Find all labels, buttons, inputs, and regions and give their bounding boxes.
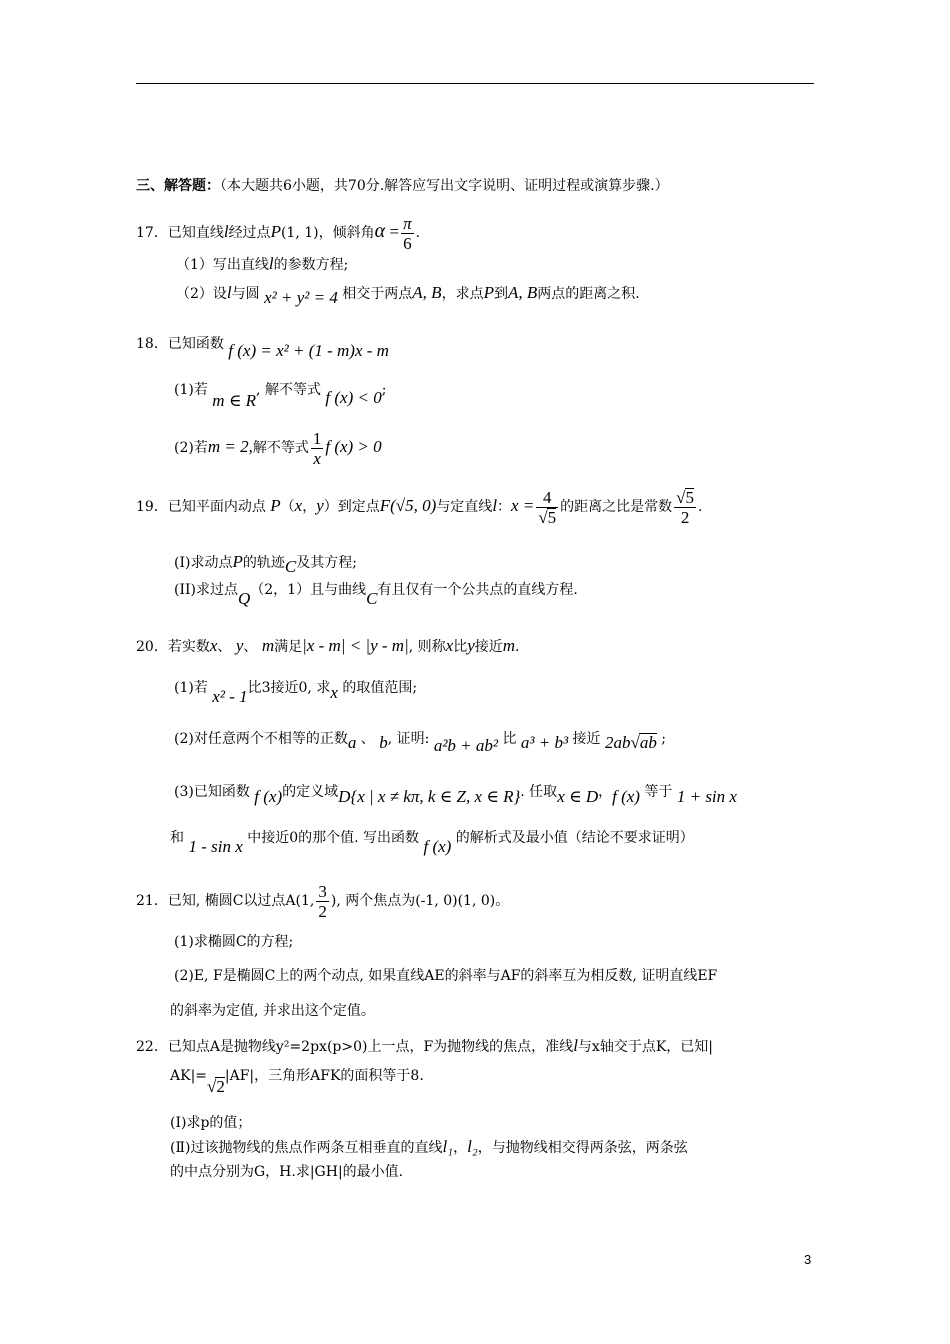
problem-19-sub1: (I)求动点P的轨迹C及其方程; — [174, 552, 357, 576]
circle-equation: x² + y² = 4 — [264, 288, 338, 307]
problem-22-stem-cont: AK|=√2|AF|，三角形AFK的面积等于8. — [170, 1068, 424, 1096]
pi-over-six: $\frac{\pi}{6}$ — [403, 213, 412, 253]
problem-19-stem: 19．已知平面内动点 P（x，y）到定点F(√5, 0)与定直线l：x = $\frac{4}{√5}$ 的距离之比是常数 $\frac{√5}{2}$ . — [136, 487, 703, 527]
problem-17-sub1: （1）写出直线l的参数方程; — [176, 254, 349, 273]
function-f: f (x) = x² + (1 - m)x - m — [228, 341, 389, 360]
section-header — [136, 177, 669, 195]
problem-20-sub2: (2)对任意两个不相等的正数a 、 b, 证明: a²b + ab² 比 a³ + b³ 接近 2ab√ab ; — [174, 731, 666, 755]
root5-over-two: $\frac{√5}{2}$ — [676, 487, 695, 527]
problem-21-sub2-cont: 的斜率为定值, 并求出这个定值。 — [170, 1003, 375, 1019]
problem-22-stem: 22．已知点A是抛物线y²=2px(p>0)上一点，F为抛物线的焦点，准线l与x轴交于点K，已知| — [136, 1036, 713, 1055]
three-halves: $\frac{3}{2}$ — [318, 881, 327, 921]
problem-21-sub1: (1)求椭圆C的方程; — [174, 934, 294, 950]
section-note: （本大题共6小题，共70分.解答应写出文字说明、证明过程或演算步骤.） — [220, 178, 669, 194]
problem-21-stem: 21．已知, 椭圆C以过点A(1, $\frac{3}{2}$ ), 两个焦点为(-1, 0)(1, 0)。 — [136, 881, 510, 921]
problem-17-stem: 17．已知直线l经过点P(1, 1)，倾斜角α = $\frac{\pi}{6}$ . — [136, 213, 421, 253]
problem-22-sub2: (Ⅱ)过该抛物线的焦点作两条互相垂直的直线l₁，l₂，与抛物线相交得两条弦，两条弦 — [170, 1137, 688, 1156]
problem-21-sub2: (2)E, F是椭圆C上的两个动点, 如果直线AE的斜率与AF的斜率互为相反数, 证明直线EF — [174, 968, 718, 984]
fixed-point-F: F(√5, 0) — [379, 496, 437, 515]
closeness-condition: |x - m| < |y - m| — [302, 636, 409, 655]
problem-20-sub3-cont: 和 1 - sin x 中接近0的那个值. 写出函数 f (x) 的解析式及最小值（结论不要求证明） — [170, 830, 694, 856]
domain-D: D{x | x ≠ kπ, k ∈ Z, x ∈ R} — [338, 787, 521, 806]
problem-19-sub2: (II)求过点Q（2，1）且与曲线C有且仅有一个公共点的直线方程. — [174, 582, 578, 608]
one-over-x: $\frac{1}{x}$ — [312, 428, 322, 468]
problem-18-stem: 18．已知函数 f (x) = x² + (1 - m)x - m — [136, 336, 389, 360]
problem-22-sub2-cont: 的中点分别为G，H.求|GH|的最小值. — [170, 1164, 404, 1180]
problem-20-sub3: (3)已知函数 f (x)的定义域D{x | x ≠ kπ, k ∈ Z, x ∈ R}. 任取x ∈ D，f (x) 等于 1 + sin x — [174, 784, 737, 806]
problem-20-sub1: (1)若 x² - 1比3接近0, 求x 的取值范围; — [174, 680, 418, 706]
section-title: 三、解答题： — [136, 178, 220, 194]
problem-17-sub2: （2）设l与圆 x² + y² = 4 相交于两点A, B，求点P到A, B两点的距离之积. — [176, 283, 640, 307]
header-rule — [136, 83, 814, 84]
page-number: 3 — [804, 1252, 812, 1267]
problem-18-sub2: (2)若m = 2,解不等式 $\frac{1}{x}$ f (x) > 0 — [174, 428, 382, 468]
problem-22-sub1: (Ⅰ)求p的值； — [170, 1115, 252, 1131]
four-over-root5: $\frac{4}{√5}$ — [538, 487, 557, 527]
problem-18-sub1: (1)若 m ∈ R, 解不等式 f (x) < 0; — [174, 382, 387, 410]
problem-20-stem: 20．若实数x、 y、 m满足|x - m| < |y - m|, 则称x比y接近m. — [136, 636, 520, 655]
